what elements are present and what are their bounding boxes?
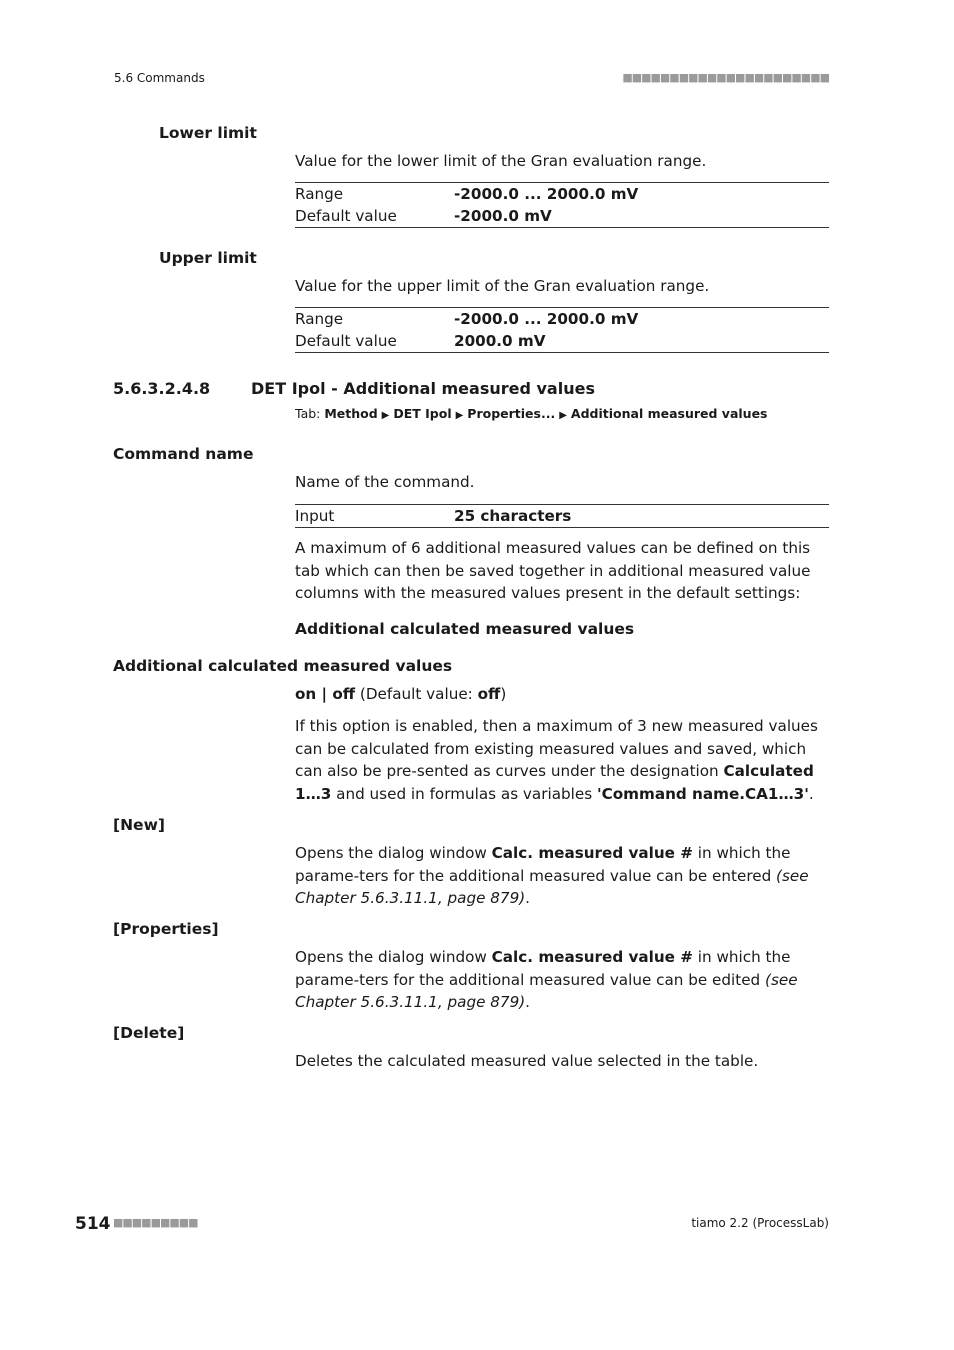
tab-path-additional: Additional measured values <box>570 406 768 421</box>
desc-text: and used in formulas as variables <box>331 784 597 803</box>
desc-text: . <box>525 889 530 908</box>
upper-limit-table <box>295 307 829 353</box>
tab-path-method: Method <box>324 406 378 421</box>
table-key: Input <box>295 507 335 525</box>
additional-options <box>295 683 830 706</box>
options-values: on | off <box>295 685 356 703</box>
upper-limit-heading: Upper limit <box>159 249 257 267</box>
desc-text: . <box>525 993 530 1012</box>
table-row <box>295 183 829 205</box>
command-name-table <box>295 504 829 528</box>
lower-limit-heading: Lower limit <box>159 124 257 142</box>
table-row <box>295 205 829 227</box>
table-value: -2000.0 ... 2000.0 mV <box>454 310 639 328</box>
command-name-heading: Command name <box>113 445 254 463</box>
tab-intro-paragraph: A maximum of 6 additional measured values can be defined on this tab which can then be saved together in additional measured value columns with the measured values present in the default settings: <box>295 539 811 603</box>
section-title: DET Ipol - Additional measured values <box>251 379 595 398</box>
section-number: 5.6.3.2.4.8 <box>113 379 211 398</box>
chapter-reference-link[interactable]: (see Chapter 5.6.3.11.1, page 879) <box>295 866 809 908</box>
table-value: -2000.0 ... 2000.0 mV <box>454 185 639 203</box>
tab-path <box>295 406 767 421</box>
additional-description <box>295 715 830 805</box>
desc-bold: Calc. measured value # <box>491 948 693 966</box>
triangle-right-icon: ▶ <box>559 410 567 421</box>
tab-prefix: Tab: <box>295 406 325 421</box>
table-value: 2000.0 mV <box>454 332 546 350</box>
page-number: 514 <box>75 1214 111 1234</box>
table-key: Range <box>295 185 344 203</box>
running-header-section: 5.6 Commands <box>114 71 205 85</box>
options-default-value: off <box>477 685 501 703</box>
desc-text: Opens the dialog window <box>295 948 492 966</box>
table-row <box>295 505 829 527</box>
product-name: tiamo 2.2 (ProcessLab) <box>691 1216 829 1230</box>
footer-dots: ■■■■■■■■■ <box>113 1216 198 1229</box>
table-value: 25 characters <box>454 507 572 525</box>
header-dots: ■■■■■■■■■■■■■■■■■■■■■■ <box>622 71 829 84</box>
properties-button-description <box>295 946 830 1014</box>
table-value: -2000.0 mV <box>454 207 552 225</box>
lower-limit-description: Value for the lower limit of the Gran evaluation range. <box>295 152 707 170</box>
delete-button-description: Deletes the calculated measured value selected in the table. <box>295 1052 759 1070</box>
desc-text: in which the parame-ters for the additional measured value can be entered <box>295 844 791 885</box>
triangle-right-icon: ▶ <box>381 410 390 421</box>
desc-bold: 'Command name.CA1…3' <box>596 784 809 803</box>
tab-path-det-ipol: DET Ipol <box>393 406 452 421</box>
desc-text: . <box>808 784 814 803</box>
additional-values-heading: Additional calculated measured values <box>113 657 453 675</box>
tab-path-properties: Properties... <box>467 406 556 421</box>
table-row <box>295 330 829 352</box>
upper-limit-description: Value for the upper limit of the Gran evaluation range. <box>295 277 710 295</box>
table-row <box>295 308 829 330</box>
desc-bold: Calc. measured value # <box>491 844 693 862</box>
table-key: Default value <box>295 207 397 225</box>
chapter-reference-link[interactable]: (see Chapter 5.6.3.11.1, page 879) <box>295 970 798 1012</box>
lower-limit-table <box>295 182 829 228</box>
options-close: ) <box>500 685 507 703</box>
new-button-description <box>295 842 830 910</box>
options-default-label: (Default value: <box>355 685 478 703</box>
command-name-description: Name of the command. <box>295 473 475 491</box>
triangle-right-icon: ▶ <box>455 410 464 421</box>
delete-button-heading: [Delete] <box>113 1024 185 1042</box>
new-button-heading: [New] <box>113 816 165 834</box>
properties-button-heading: [Properties] <box>113 920 219 938</box>
desc-text: If this option is enabled, then a maximum of 3 new measured values can be calculated from existing measured values and saved, which can also be pre-sented as curves under the designation <box>295 717 818 781</box>
desc-bold: Calculated 1…3 <box>295 762 814 803</box>
desc-text: Opens the dialog window <box>295 844 492 862</box>
table-key: Range <box>295 310 344 328</box>
table-key: Default value <box>295 332 397 350</box>
sub-heading: Additional calculated measured values <box>295 620 635 638</box>
desc-text: in which the parame-ters for the additional measured value can be edited <box>295 948 791 989</box>
